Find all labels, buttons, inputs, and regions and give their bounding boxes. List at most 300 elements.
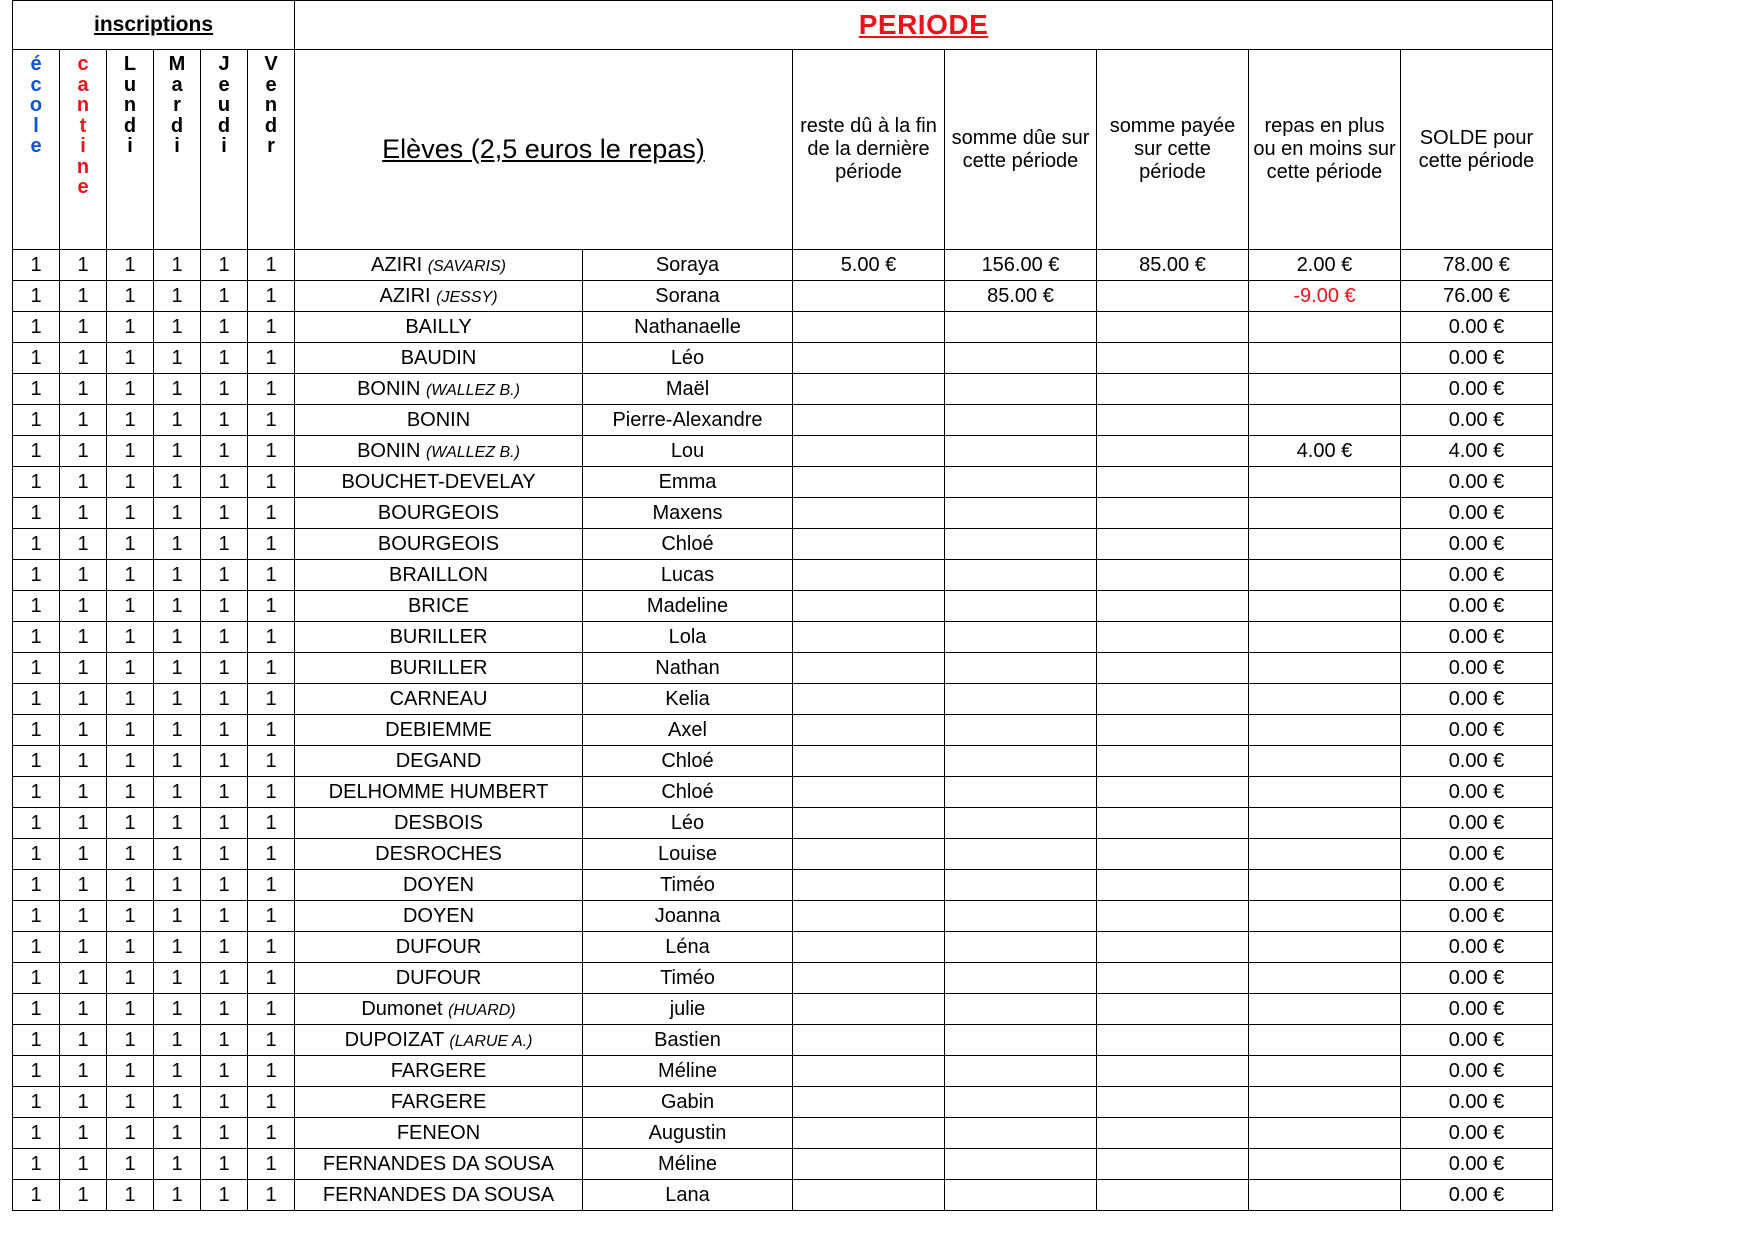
cell-somme-payee[interactable]: 85.00 €	[1097, 250, 1249, 281]
cell-reste-du[interactable]	[793, 808, 945, 839]
cell-prenom[interactable]: Léna	[583, 932, 793, 963]
cell-solde[interactable]: 0.00 €	[1401, 808, 1553, 839]
cell-repas[interactable]	[1249, 746, 1401, 777]
cell-somme-due[interactable]: 156.00 €	[945, 250, 1097, 281]
cell-solde[interactable]: 0.00 €	[1401, 839, 1553, 870]
cell-prenom[interactable]: Lou	[583, 436, 793, 467]
cell-vendr[interactable]: 1	[248, 684, 295, 715]
cell-repas[interactable]	[1249, 529, 1401, 560]
cell-jeudi[interactable]: 1	[201, 591, 248, 622]
cell-cantine[interactable]: 1	[60, 808, 107, 839]
cell-reste-du[interactable]	[793, 281, 945, 312]
cell-reste-du[interactable]	[793, 963, 945, 994]
cell-reste-du[interactable]	[793, 374, 945, 405]
cell-solde[interactable]: 0.00 €	[1401, 963, 1553, 994]
cell-prenom[interactable]: Lucas	[583, 560, 793, 591]
cell-cantine[interactable]: 1	[60, 312, 107, 343]
cell-mardi[interactable]: 1	[154, 281, 201, 312]
cell-prenom[interactable]: Méline	[583, 1149, 793, 1180]
cell-repas[interactable]	[1249, 498, 1401, 529]
cell-prenom[interactable]: Timéo	[583, 963, 793, 994]
cell-repas[interactable]: 4.00 €	[1249, 436, 1401, 467]
cell-solde[interactable]: 0.00 €	[1401, 1149, 1553, 1180]
cell-cantine[interactable]: 1	[60, 374, 107, 405]
cell-ecole[interactable]: 1	[13, 622, 60, 653]
cell-jeudi[interactable]: 1	[201, 281, 248, 312]
cell-prenom[interactable]: Augustin	[583, 1118, 793, 1149]
cell-mardi[interactable]: 1	[154, 1149, 201, 1180]
cell-ecole[interactable]: 1	[13, 467, 60, 498]
cell-ecole[interactable]: 1	[13, 715, 60, 746]
cell-repas[interactable]	[1249, 560, 1401, 591]
cell-lundi[interactable]: 1	[107, 622, 154, 653]
cell-solde[interactable]: 0.00 €	[1401, 560, 1553, 591]
cell-repas[interactable]	[1249, 901, 1401, 932]
cell-somme-due[interactable]	[945, 498, 1097, 529]
cell-nom[interactable]	[295, 901, 583, 932]
cell-repas[interactable]	[1249, 653, 1401, 684]
cell-lundi[interactable]: 1	[107, 374, 154, 405]
cell-prenom[interactable]: Kelia	[583, 684, 793, 715]
cell-vendr[interactable]: 1	[248, 343, 295, 374]
cell-reste-du[interactable]	[793, 1056, 945, 1087]
somme-payee-header[interactable]: somme payée sur cette période	[1097, 50, 1249, 250]
cell-somme-due[interactable]	[945, 653, 1097, 684]
cell-repas[interactable]	[1249, 684, 1401, 715]
cell-ecole[interactable]: 1	[13, 1180, 60, 1211]
cell-solde[interactable]: 0.00 €	[1401, 653, 1553, 684]
cell-ecole[interactable]: 1	[13, 994, 60, 1025]
cell-cantine[interactable]: 1	[60, 560, 107, 591]
cell-reste-du[interactable]	[793, 467, 945, 498]
cell-vendr[interactable]: 1	[248, 870, 295, 901]
cell-lundi[interactable]: 1	[107, 467, 154, 498]
cell-prenom[interactable]: Emma	[583, 467, 793, 498]
cell-lundi[interactable]: 1	[107, 281, 154, 312]
cell-reste-du[interactable]	[793, 1118, 945, 1149]
cell-prenom[interactable]: Madeline	[583, 591, 793, 622]
cell-mardi[interactable]: 1	[154, 1087, 201, 1118]
col-vendr-header[interactable]	[248, 50, 295, 250]
cell-nom[interactable]	[295, 529, 583, 560]
cell-somme-due[interactable]	[945, 1056, 1097, 1087]
repas-plus-moins-header[interactable]: repas en plus ou en moins sur cette période	[1249, 50, 1401, 250]
cell-repas[interactable]	[1249, 870, 1401, 901]
cell-solde[interactable]: 78.00 €	[1401, 250, 1553, 281]
cell-ecole[interactable]: 1	[13, 746, 60, 777]
cell-jeudi[interactable]: 1	[201, 777, 248, 808]
cell-repas[interactable]	[1249, 343, 1401, 374]
cell-nom[interactable]	[295, 932, 583, 963]
cell-ecole[interactable]: 1	[13, 1118, 60, 1149]
cell-nom[interactable]	[295, 777, 583, 808]
cell-mardi[interactable]: 1	[154, 1118, 201, 1149]
cell-mardi[interactable]: 1	[154, 1180, 201, 1211]
cell-nom[interactable]	[295, 405, 583, 436]
cell-nom[interactable]	[295, 653, 583, 684]
cell-somme-payee[interactable]	[1097, 839, 1249, 870]
cell-jeudi[interactable]: 1	[201, 994, 248, 1025]
cell-somme-due[interactable]	[945, 808, 1097, 839]
cell-somme-payee[interactable]	[1097, 622, 1249, 653]
cell-somme-due[interactable]	[945, 436, 1097, 467]
cell-reste-du[interactable]	[793, 684, 945, 715]
cell-prenom[interactable]: Chloé	[583, 529, 793, 560]
cell-ecole[interactable]: 1	[13, 312, 60, 343]
cell-cantine[interactable]: 1	[60, 281, 107, 312]
cell-lundi[interactable]: 1	[107, 343, 154, 374]
cell-cantine[interactable]: 1	[60, 746, 107, 777]
cell-vendr[interactable]: 1	[248, 312, 295, 343]
cell-somme-payee[interactable]	[1097, 746, 1249, 777]
cell-vendr[interactable]: 1	[248, 1118, 295, 1149]
cell-prenom[interactable]: Maxens	[583, 498, 793, 529]
cell-ecole[interactable]: 1	[13, 374, 60, 405]
cell-jeudi[interactable]: 1	[201, 808, 248, 839]
cell-cantine[interactable]: 1	[60, 839, 107, 870]
cell-reste-du[interactable]	[793, 777, 945, 808]
cell-vendr[interactable]: 1	[248, 560, 295, 591]
cell-reste-du[interactable]	[793, 870, 945, 901]
cell-somme-payee[interactable]	[1097, 870, 1249, 901]
cell-repas[interactable]: 2.00 €	[1249, 250, 1401, 281]
cell-lundi[interactable]: 1	[107, 1025, 154, 1056]
cell-cantine[interactable]: 1	[60, 405, 107, 436]
cell-vendr[interactable]: 1	[248, 591, 295, 622]
cell-jeudi[interactable]: 1	[201, 653, 248, 684]
cell-vendr[interactable]: 1	[248, 622, 295, 653]
col-ecole-header[interactable]	[13, 50, 60, 250]
cell-mardi[interactable]: 1	[154, 715, 201, 746]
cell-nom[interactable]	[295, 870, 583, 901]
cell-lundi[interactable]: 1	[107, 312, 154, 343]
cell-somme-payee[interactable]	[1097, 932, 1249, 963]
cell-nom[interactable]	[295, 963, 583, 994]
cell-mardi[interactable]: 1	[154, 808, 201, 839]
cell-nom[interactable]	[295, 715, 583, 746]
cell-somme-payee[interactable]	[1097, 591, 1249, 622]
cell-vendr[interactable]: 1	[248, 1087, 295, 1118]
cell-jeudi[interactable]: 1	[201, 622, 248, 653]
col-jeudi-header[interactable]	[201, 50, 248, 250]
cell-vendr[interactable]: 1	[248, 1056, 295, 1087]
cell-lundi[interactable]: 1	[107, 746, 154, 777]
cell-jeudi[interactable]: 1	[201, 684, 248, 715]
cell-somme-payee[interactable]	[1097, 467, 1249, 498]
cell-jeudi[interactable]: 1	[201, 405, 248, 436]
cell-reste-du[interactable]	[793, 1149, 945, 1180]
cell-solde[interactable]: 0.00 €	[1401, 312, 1553, 343]
cell-prenom[interactable]: Méline	[583, 1056, 793, 1087]
cell-repas[interactable]	[1249, 839, 1401, 870]
cell-somme-payee[interactable]	[1097, 715, 1249, 746]
cell-solde[interactable]: 0.00 €	[1401, 994, 1553, 1025]
cell-jeudi[interactable]: 1	[201, 963, 248, 994]
cell-solde[interactable]: 0.00 €	[1401, 777, 1553, 808]
cell-solde[interactable]: 4.00 €	[1401, 436, 1553, 467]
reste-du-header[interactable]: reste dû à la fin de la dernière période	[793, 50, 945, 250]
cell-reste-du[interactable]	[793, 560, 945, 591]
cell-solde[interactable]: 0.00 €	[1401, 746, 1553, 777]
cell-cantine[interactable]: 1	[60, 994, 107, 1025]
cell-jeudi[interactable]: 1	[201, 467, 248, 498]
cell-prenom[interactable]: Sorana	[583, 281, 793, 312]
cell-cantine[interactable]: 1	[60, 653, 107, 684]
cell-jeudi[interactable]: 1	[201, 1180, 248, 1211]
cell-vendr[interactable]: 1	[248, 374, 295, 405]
cell-somme-due[interactable]	[945, 467, 1097, 498]
cell-solde[interactable]: 0.00 €	[1401, 405, 1553, 436]
cell-lundi[interactable]: 1	[107, 777, 154, 808]
cell-ecole[interactable]: 1	[13, 870, 60, 901]
cell-cantine[interactable]: 1	[60, 715, 107, 746]
cell-somme-due[interactable]	[945, 746, 1097, 777]
cell-prenom[interactable]: Nathan	[583, 653, 793, 684]
cell-cantine[interactable]: 1	[60, 529, 107, 560]
cell-prenom[interactable]: Lana	[583, 1180, 793, 1211]
col-mardi-header[interactable]	[154, 50, 201, 250]
cell-mardi[interactable]: 1	[154, 684, 201, 715]
cell-prenom[interactable]: Chloé	[583, 746, 793, 777]
cell-prenom[interactable]: Maël	[583, 374, 793, 405]
cell-reste-du[interactable]	[793, 436, 945, 467]
cell-nom[interactable]	[295, 498, 583, 529]
cell-vendr[interactable]: 1	[248, 994, 295, 1025]
cell-cantine[interactable]: 1	[60, 498, 107, 529]
cell-nom[interactable]	[295, 808, 583, 839]
cell-prenom[interactable]: Pierre-Alexandre	[583, 405, 793, 436]
cell-mardi[interactable]: 1	[154, 963, 201, 994]
cell-somme-due[interactable]	[945, 591, 1097, 622]
cell-cantine[interactable]: 1	[60, 684, 107, 715]
cell-somme-payee[interactable]	[1097, 560, 1249, 591]
cell-jeudi[interactable]: 1	[201, 560, 248, 591]
cell-reste-du[interactable]	[793, 312, 945, 343]
cell-somme-due[interactable]	[945, 1149, 1097, 1180]
cell-vendr[interactable]: 1	[248, 281, 295, 312]
cell-lundi[interactable]: 1	[107, 808, 154, 839]
cell-somme-due[interactable]	[945, 622, 1097, 653]
cell-prenom[interactable]: Bastien	[583, 1025, 793, 1056]
cell-nom[interactable]	[295, 1118, 583, 1149]
cell-jeudi[interactable]: 1	[201, 1056, 248, 1087]
cell-reste-du[interactable]	[793, 901, 945, 932]
cell-somme-due[interactable]	[945, 1087, 1097, 1118]
cell-nom[interactable]	[295, 281, 583, 312]
cell-somme-payee[interactable]	[1097, 777, 1249, 808]
cell-lundi[interactable]: 1	[107, 1118, 154, 1149]
cell-vendr[interactable]: 1	[248, 1149, 295, 1180]
cell-somme-payee[interactable]	[1097, 963, 1249, 994]
cell-ecole[interactable]: 1	[13, 560, 60, 591]
cell-lundi[interactable]: 1	[107, 436, 154, 467]
cell-ecole[interactable]: 1	[13, 653, 60, 684]
cell-somme-due[interactable]	[945, 684, 1097, 715]
cell-solde[interactable]: 0.00 €	[1401, 591, 1553, 622]
cell-nom[interactable]	[295, 560, 583, 591]
cell-mardi[interactable]: 1	[154, 901, 201, 932]
cell-somme-payee[interactable]	[1097, 901, 1249, 932]
cell-somme-due[interactable]	[945, 1118, 1097, 1149]
cell-reste-du[interactable]	[793, 839, 945, 870]
col-lundi-header[interactable]	[107, 50, 154, 250]
cell-prenom[interactable]: Timéo	[583, 870, 793, 901]
cell-jeudi[interactable]: 1	[201, 436, 248, 467]
cell-mardi[interactable]: 1	[154, 436, 201, 467]
cell-nom[interactable]	[295, 622, 583, 653]
cell-mardi[interactable]: 1	[154, 746, 201, 777]
cell-mardi[interactable]: 1	[154, 374, 201, 405]
cell-jeudi[interactable]: 1	[201, 374, 248, 405]
cell-mardi[interactable]: 1	[154, 467, 201, 498]
cell-solde[interactable]: 0.00 €	[1401, 715, 1553, 746]
cell-somme-due[interactable]	[945, 777, 1097, 808]
cell-cantine[interactable]: 1	[60, 250, 107, 281]
cell-ecole[interactable]: 1	[13, 808, 60, 839]
cell-somme-due[interactable]	[945, 312, 1097, 343]
cell-lundi[interactable]: 1	[107, 1180, 154, 1211]
cell-mardi[interactable]: 1	[154, 529, 201, 560]
cell-reste-du[interactable]	[793, 405, 945, 436]
cell-nom[interactable]	[295, 250, 583, 281]
cell-vendr[interactable]: 1	[248, 498, 295, 529]
cell-jeudi[interactable]: 1	[201, 1149, 248, 1180]
cell-cantine[interactable]: 1	[60, 436, 107, 467]
cell-jeudi[interactable]: 1	[201, 1025, 248, 1056]
cell-somme-payee[interactable]	[1097, 281, 1249, 312]
cell-mardi[interactable]: 1	[154, 343, 201, 374]
cell-lundi[interactable]: 1	[107, 529, 154, 560]
cell-vendr[interactable]: 1	[248, 808, 295, 839]
eleves-header[interactable]	[295, 50, 793, 250]
cell-ecole[interactable]: 1	[13, 1149, 60, 1180]
cell-jeudi[interactable]: 1	[201, 312, 248, 343]
cell-repas[interactable]	[1249, 1025, 1401, 1056]
cell-prenom[interactable]: Louise	[583, 839, 793, 870]
cell-nom[interactable]	[295, 1087, 583, 1118]
cell-repas[interactable]	[1249, 1118, 1401, 1149]
cell-ecole[interactable]: 1	[13, 498, 60, 529]
cell-nom[interactable]	[295, 591, 583, 622]
cell-jeudi[interactable]: 1	[201, 529, 248, 560]
cell-vendr[interactable]: 1	[248, 932, 295, 963]
cell-ecole[interactable]: 1	[13, 684, 60, 715]
cell-solde[interactable]: 0.00 €	[1401, 684, 1553, 715]
cell-reste-du[interactable]	[793, 622, 945, 653]
cell-nom[interactable]	[295, 1056, 583, 1087]
cell-vendr[interactable]: 1	[248, 250, 295, 281]
cell-somme-payee[interactable]	[1097, 343, 1249, 374]
cell-reste-du[interactable]	[793, 343, 945, 374]
cell-cantine[interactable]: 1	[60, 1025, 107, 1056]
cell-prenom[interactable]: julie	[583, 994, 793, 1025]
cell-mardi[interactable]: 1	[154, 560, 201, 591]
cell-solde[interactable]: 0.00 €	[1401, 932, 1553, 963]
cell-repas[interactable]	[1249, 1180, 1401, 1211]
cell-ecole[interactable]: 1	[13, 777, 60, 808]
col-cantine-header[interactable]	[60, 50, 107, 250]
cell-ecole[interactable]: 1	[13, 1056, 60, 1087]
cell-somme-due[interactable]	[945, 1180, 1097, 1211]
cell-somme-due[interactable]	[945, 343, 1097, 374]
cell-repas[interactable]	[1249, 1149, 1401, 1180]
cell-repas[interactable]	[1249, 312, 1401, 343]
cell-somme-payee[interactable]	[1097, 994, 1249, 1025]
cell-nom[interactable]	[295, 746, 583, 777]
cell-mardi[interactable]: 1	[154, 591, 201, 622]
cell-repas[interactable]	[1249, 405, 1401, 436]
cell-reste-du[interactable]: 5.00 €	[793, 250, 945, 281]
cell-prenom[interactable]: Gabin	[583, 1087, 793, 1118]
cell-mardi[interactable]: 1	[154, 250, 201, 281]
cell-mardi[interactable]: 1	[154, 777, 201, 808]
cell-lundi[interactable]: 1	[107, 684, 154, 715]
cell-repas[interactable]	[1249, 591, 1401, 622]
cell-prenom[interactable]: Joanna	[583, 901, 793, 932]
cell-mardi[interactable]: 1	[154, 405, 201, 436]
cell-somme-due[interactable]	[945, 560, 1097, 591]
cell-reste-du[interactable]	[793, 1087, 945, 1118]
periode-header-cell[interactable]	[295, 1, 1553, 50]
cell-solde[interactable]: 0.00 €	[1401, 1056, 1553, 1087]
cell-reste-du[interactable]	[793, 994, 945, 1025]
cell-prenom[interactable]: Chloé	[583, 777, 793, 808]
cell-somme-payee[interactable]	[1097, 498, 1249, 529]
cell-cantine[interactable]: 1	[60, 1056, 107, 1087]
cell-solde[interactable]: 0.00 €	[1401, 374, 1553, 405]
cell-lundi[interactable]: 1	[107, 405, 154, 436]
cell-repas[interactable]	[1249, 808, 1401, 839]
cell-cantine[interactable]: 1	[60, 932, 107, 963]
cell-lundi[interactable]: 1	[107, 591, 154, 622]
cell-lundi[interactable]: 1	[107, 250, 154, 281]
cell-jeudi[interactable]: 1	[201, 498, 248, 529]
cell-solde[interactable]: 0.00 €	[1401, 529, 1553, 560]
cell-somme-due[interactable]	[945, 870, 1097, 901]
cell-ecole[interactable]: 1	[13, 839, 60, 870]
cell-repas[interactable]	[1249, 715, 1401, 746]
cell-cantine[interactable]: 1	[60, 1118, 107, 1149]
cell-lundi[interactable]: 1	[107, 932, 154, 963]
cell-somme-due[interactable]	[945, 932, 1097, 963]
cell-somme-due[interactable]	[945, 529, 1097, 560]
cell-jeudi[interactable]: 1	[201, 746, 248, 777]
cell-ecole[interactable]: 1	[13, 281, 60, 312]
somme-due-header[interactable]: somme dûe sur cette période	[945, 50, 1097, 250]
cell-somme-payee[interactable]	[1097, 1087, 1249, 1118]
cell-reste-du[interactable]	[793, 529, 945, 560]
cell-somme-payee[interactable]	[1097, 1180, 1249, 1211]
cell-somme-due[interactable]	[945, 374, 1097, 405]
cell-nom[interactable]	[295, 467, 583, 498]
cell-cantine[interactable]: 1	[60, 901, 107, 932]
cell-somme-payee[interactable]	[1097, 1118, 1249, 1149]
cell-somme-due[interactable]	[945, 994, 1097, 1025]
cell-ecole[interactable]: 1	[13, 405, 60, 436]
cell-repas[interactable]	[1249, 622, 1401, 653]
cell-somme-payee[interactable]	[1097, 808, 1249, 839]
cell-somme-payee[interactable]	[1097, 374, 1249, 405]
cell-nom[interactable]	[295, 684, 583, 715]
cell-vendr[interactable]: 1	[248, 777, 295, 808]
cell-jeudi[interactable]: 1	[201, 250, 248, 281]
cell-jeudi[interactable]: 1	[201, 839, 248, 870]
cell-vendr[interactable]: 1	[248, 746, 295, 777]
cell-somme-due[interactable]	[945, 839, 1097, 870]
cell-somme-payee[interactable]	[1097, 1149, 1249, 1180]
cell-prenom[interactable]: Léo	[583, 808, 793, 839]
cell-repas[interactable]	[1249, 963, 1401, 994]
